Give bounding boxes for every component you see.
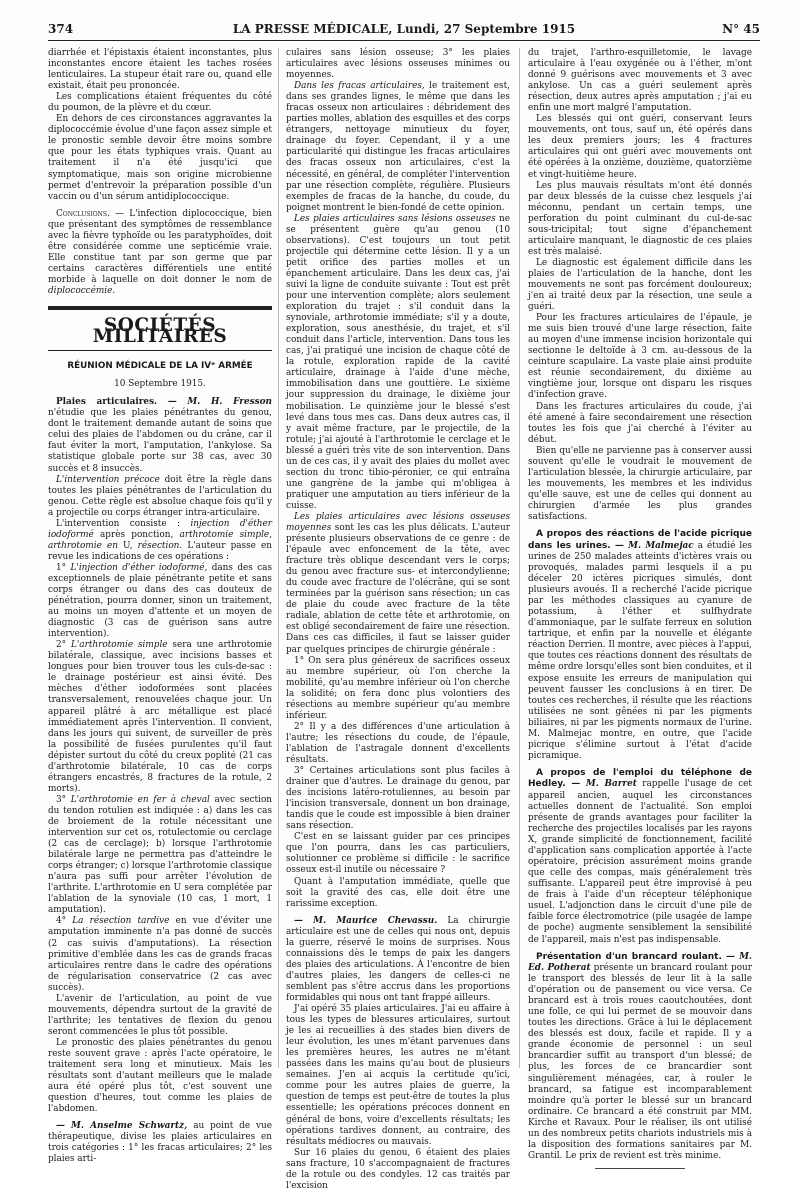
emphasis: L'injection d'éther iodoformé, — [70, 562, 208, 573]
report-heading: Présentation d'un brancard roulant. — [536, 951, 722, 962]
header-rule — [48, 40, 760, 41]
page-number: 374 — [48, 22, 74, 36]
paragraph: Pour les fractures articulaires de l'épaule, je me suis bien trouvé d'une large résection, faite au moyen d'une immense incision horizontale qui sectionne le deltoïde à 3 cm. au-dessous de la ceinture scapulaire. La vaste plaie ainsi produite est réunie secondairement, du dixième au vingtième jour, lorsque ont disparu les risques d'infection grave. — [528, 313, 752, 401]
list-number: 2° — [56, 640, 71, 651]
paragraph — [286, 512, 510, 656]
issue-number: N° 45 — [722, 22, 760, 36]
column-separator — [519, 48, 520, 1068]
paragraph-text: dans des cas exceptionnels de plaie pénétrante petite et sans corps étranger ou dans des cas douteux de pénétration, pourra donner, sinon un traitement, au moins un moyen d'attente et un moyen de diagnostic (3 cas de guérison sans autre intervention). — [48, 562, 273, 640]
author-name: — M. Malmejac — [610, 540, 694, 551]
author-name: — M. Ed. Potherat — [528, 951, 753, 974]
list-number: 3° — [56, 794, 71, 805]
paragraph-text: rappelle l'usage de cet appareil ancien, auquel les circonstances actuelles donnent de l'actualité. Son emploi présente de grands avantages pour faciliter la recherche des projectiles localisés par les rayons X, grande simplicité de fonctionnement, facilité d'application sans complication apportée à l'acte opératoire, précision assurément moins grande que celle des compas, mais généralement très suffisante. L'appareil peut être improvisé à peu de frais à l'aide d'un récepteur téléphonique usuel. L'adjonction dans le circuit d'une pile de faible force électromotrice (pile usagée de lampe de poche) augmente sensiblement la sensibilité de l'appareil, mais n'est pas indispensable. — [528, 779, 752, 945]
section-rule-thick — [48, 306, 272, 310]
paragraph-text: en vue d'éviter une amputation imminente n'a pas donné de succès (2 cas suivis d'amputations). La résection primitive d'emblée dans les cas de grands fracas articulaires rentre dans le cadre des opérations de régularisation conservatrice (2 cas avec succès). — [48, 916, 273, 993]
paragraph: En dehors de ces circonstances aggravantes la diplococcémie évolue d'une façon assez simple et le pronostic semble devoir être moins sombre que pour les états typhiques vrais. Quant au traitement il n'a été jusqu'ici que symptomatique, mais son origine microbienne permet d'entrevoir la préparation possible d'un vaccin ou d'un sérum antidiplococcique. — [48, 114, 272, 202]
meeting-date: 10 Septembre 1915. — [114, 379, 206, 390]
paragraph: C'est en se laissant guider par ces principes que l'on pourra, dans les cas particuliers, solutionner ce problème si difficile : le sacrifice osseux est-il inutile ou nécessaire ? — [286, 832, 510, 876]
report-stretcher — [528, 952, 752, 1162]
emphasis: injection d'éther iodoformé — [48, 518, 272, 540]
section-banner — [48, 306, 272, 351]
paragraph: Bien qu'elle ne parvienne pas à conserver aussi souvent qu'elle le voudrait le mouvement de l'articulation blessée, la chirurgie articulaire, par les mouvements, les membres et les individus qu'elle sauve, est une de celles qui donnent au chirurgien d'armée les plus grandes satisfactions. — [528, 445, 752, 522]
paragraph-text: sont les cas les plus délicats. L'auteur présente plusieurs observations de ce genre : de l'épaule avec enfoncement de la tête, avec fracture très oblique descendant vers le corps; du genou avec fracture sus- et intercondylienne; du coude avec fracture de l'olécrâne, qui se sont terminées par la guérison sans résection; un cas de plaie du coude avec fracture de la tête radiale, ablation de cette tête et arthrotomie, on est obligé secondairement de faire une résection. Dans ces cas difficiles, il faut se laisser guider par quelques principes de chirurgie générale : — [286, 523, 510, 655]
paragraph-text: ne se présentent guère qu'au genou (10 observations). C'est toujours un tout petit projectile qui détermine cette lésion. Il y a un petit orifice des parties molles et un épanchement articulaire. Dans les deux cas, j'ai suivi la ligne de conduite suivante : Tout est prêt pour une intervention complète; alors seulement exploration du trajet : s'il conduit dans la synoviale, arthrotomie immédiate; s'il y a doute, exploration, sous anesthésie, du trajet, et s'il conduit dans l'article, intervention. Dans tous les cas, j'ai pratiqué une incision de chaque côté de la rotule, exploration rapide de la cavité articulaire, drainage à l'aide d'une mèche, immobilisation dans une gouttière. Le sixième jour suppression du drainage, le dixième jour mobilisation. Le quinzième jour le blessé s'est levé dans tous mes cas. Dans deux autres cas, il y avait même fracture, par le projectile, de la rotule; j'ai ajouté à l'arthrotomie le cerclage et le blessé a guéri très vite de son intervention. Dans un de ces cas, il y avait des plaies du mollet avec section du tronc tibio-péronier, ce qui entraîna une gangrène de la jambe qui m'obligea à pratiquer une amputation au tiers inférieur de la cuisse. — [286, 213, 510, 511]
conclusions-term: diplococcémie — [48, 285, 113, 296]
paragraph — [286, 916, 510, 1004]
paragraph-text: après ponction, — [93, 529, 180, 540]
conclusions-paragraph — [48, 209, 272, 297]
report-heading: A propos de l'emploi du téléphone de Hedley. — [528, 767, 752, 790]
paragraph-text: L'auteur passe en revue les indications de ces opérations : — [48, 540, 272, 562]
paragraph — [48, 916, 272, 993]
paragraph-text: le traitement est, dans ses grandes lignes, le même que dans les fracas osseux non articulaires : débridement des parties molles, ablation des esquilles et des corps étrangers, nettoyage minutieux du foyer, drainage du foyer. Cependant, il y a une particularité qui distingue les fracas articulaires des fracas osseux non articulaires, c'est la nécessité, en général, de compléter l'intervention par une résection complète, régulière. Plusieurs exemples de fracas de la hanche, du coude, du poignet montrent le bien-fondé de cette opinion. — [286, 81, 510, 213]
paragraph-text: U, — [117, 540, 138, 551]
journal-title: LA PRESSE MÉDICALE, Lundi, 27 Septembre 1915 — [232, 22, 576, 36]
paragraph: Le diagnostic est également difficile dans les plaies de l'articulation de la hanche, dont les mouvements ne sont pas forcément douloureux; j'en ai traité deux par la résection, une seule a guéri. — [528, 257, 752, 313]
paragraph-text: au point de vue thérapeutique, divise les plaies articulaires en trois catégories : 1° les fracas articulaires; 2° les plaies arti- — [48, 1121, 272, 1165]
paragraph: du trajet, l'arthro-esquilletomie, le lavage articulaire à l'eau oxygénée ou à l'éther, m'ont donné 9 guérisons avec mouvements et 3 avec ankylose. Un cas a guéri seulement après résection, deux autres après amputation ; j'ai eu enfin une mort malgré l'amputation. — [528, 48, 752, 114]
paragraph: Les complications étaient fréquentes du côté du poumon, de la plèvre et du cœur. — [48, 92, 272, 114]
emphasis: résection. — [137, 540, 183, 551]
paragraph-text: La chirurgie articulaire est une de celles qui nous ont, depuis la guerre, réservé le moins de surprises. Nous connaissions dès le temps de paix les dangers des plaies des articulations. À l'encontre de bien d'autres plaies, les dangers de celles-ci ne semblent pas s'être accrus dans les proportions formidables qui nous ont tant frappé ailleurs. — [286, 915, 511, 1003]
emphasis: L'arthrotomie simple — [70, 640, 168, 651]
paragraph: 3° Certaines articulations sont plus faciles à drainer que d'autres. Le drainage du genou, par des incisions latéro-rotuliennes, au besoin par l'incision transversale, donnent un bon drainage, tandis que le coude est impossible à bien drainer sans résection. — [286, 766, 510, 832]
emphasis: arthrotomie simple, arthrotomie en — [48, 529, 273, 551]
section-title: SOCIÉTÉS MILITAIRES — [92, 315, 228, 348]
emphasis: L'intervention précoce — [56, 474, 160, 485]
paragraph-text: avec section du tendon rotulien est indiquée : a) dans les cas de broiement de la rotule nécessitant une intervention sur cet os, rotulectomie ou cerclage (2 cas de cerclage); b) lorsque l'arthrotomie bilatérale large ne permettra pas d'atteindre le corps étranger; c) lorsque l'arthrotomie classique n'aura pas suffi pour arrêter l'évolution de l'arthrite. L'arthrotomie en U sera complétée par l'ablation de la synoviale (10 cas, 1 mort, 1 amputation). — [48, 794, 273, 916]
conclusions-text: — L'infection diplococcique, bien que présentant des symptômes de ressemblance avec la fièvre typhoïde ou les paratyphoïdes, doit être considérée comme une septicémie vraie. Elle constitue tant par son germe que par certains caractères différentiels une entité morbide à laquelle on doit donner le nom de — [48, 208, 272, 285]
paragraph — [48, 1121, 272, 1165]
report-picric-acid — [528, 529, 752, 762]
column-middle — [286, 48, 510, 1192]
emphasis: L'arthrotomie en fer à cheval — [70, 794, 210, 805]
paragraph — [48, 475, 272, 519]
emphasis: Les plaies articulaires avec lésions osseuses moyennes — [286, 511, 510, 534]
conclusions-label: Conclusions. — [56, 208, 110, 219]
report-telephone — [528, 768, 752, 946]
emphasis: Les plaies articulaires sans lésions osseuses — [294, 213, 496, 224]
paragraph: diarrhée et l'épistaxis étaient inconstantes, plus inconstantes encore étaient les taches rosées lenticulaires. La stupeur était rare ou, quand elle existait, était peu prononcée. — [48, 48, 272, 92]
column-left — [48, 48, 272, 1165]
report-heading: A propos des réactions de l'acide picrique dans les urines. — [528, 529, 752, 551]
paragraph — [48, 519, 272, 563]
paragraph-text: n'étudie que les plaies pénétrantes du genou, dont le traitement demande autant de soins que celui des plaies de l'abdomen ou du crâne, car il faut éviter la mort, l'amputation, l'ankylose. Sa statistique globale porte sur 38 cas, avec 30 succès et 8 insuccès. — [48, 408, 272, 474]
author-name: — M. Maurice Chevassu. — [294, 915, 438, 926]
column-separator — [278, 48, 279, 1068]
paragraph — [48, 563, 272, 640]
list-number: 4° — [56, 916, 73, 927]
paragraph-text: L'intervention consiste : — [56, 518, 191, 529]
paragraph: J'ai opéré 35 plaies articulaires. J'ai eu affaire à tous les types de blessures articulaires, surtout je les ai recueillies à des stades bien divers de leur évolution, les unes m'étant parvenues dans les premières heures, les autres ne m'étant passées dans les mains qu'au bout de plusieurs semaines. J'en ai acquis la certitude qu'ici, comme pour les autres plaies de guerre, la question de temps est peut-être de toutes la plus essentielle; les opérations précoces donnent en général de bons, voire d'excellents résultats; les opérations tardives donnent, au contraire, des résultats médiocres ou mauvais. — [286, 1004, 510, 1147]
paragraph — [48, 640, 272, 795]
paragraph: 2° Il y a des différences d'une articulation à l'autre; les résections du coude, de l'épaule, l'ablation de l'astragale donnent d'excellents résultats. — [286, 721, 510, 765]
paragraph: Les plus mauvais résultats m'ont été donnés par deux blessés de la cuisse chez lesquels j'ai méconnu, pendant un certain temps, une perforation du point culminant du cul-de-sac sous-tricipital; tout signe d'épanchement articulaire manquant, le diagnostic de ces plaies est très malaisé. — [528, 180, 752, 257]
paragraph-text: doit être la règle dans toutes les plaies pénétrantes de l'articulation du genou. Cette règle est absolue chaque fois qu'il y a projectile ou corps étranger intra-articulaire. — [48, 474, 272, 518]
author-name: — M. Anselme Schwartz, — [56, 1121, 188, 1132]
paragraph-text: a étudié les urines de 250 malades atteints d'ictères vrais ou provoqués, malades parmi lesquels il a pu déceler 20 ictères picriques simulés, dont plusieurs avoués. Il a recherché l'acide picrique par les méthodes classiques au cyanure de potassium, à l'éther et sulfhydrate d'ammoniaque, par le sulfate ferreux en solution tartrique, et enfin par la nouvelle et élégante réaction Derrien. Il montre, avec pièces à l'appui, que toutes ces réactions donnent des résultats de même ordre lorsqu'elles sont bien conduites, et il expose ensuite les erreurs de manipulation qui peuvent fausser les conclusions à en tirer. De toutes ces recherches, il résulte que les réactions utilisées ne sont gênées ni par les pigments biliaires, ni par les pigments normaux de l'urine. M. Malmejac montre, en outre, que l'acide picrique s'élimine surtout à l'état d'acide picramique. — [528, 540, 752, 761]
column-right — [528, 48, 752, 1169]
subject-title: Plaies articulaires. — [56, 397, 158, 408]
paragraph — [286, 214, 510, 512]
emphasis: Dans les fracas articulaires, — [294, 81, 425, 92]
paragraph — [48, 795, 272, 917]
paragraph-text: présente un brancard roulant pour le transport des blessés de leur lit à la salle d'opération ou de pansement ou vice versa. Ce brancard est à trois roues caoutchoutées, dont une folle, ce qui lui permet de se mouvoir dans toutes les directions. Grâce à lui le déplacement des blessés est doux, facile et rapide. Il y a grande économie de personnel : un seul brancardier suffit au transport d'un blessé; de plus, les forces de ce brancardier sont singulièrement ménagées, car, à rouler le brancard, sa fatigue est incomparablement moindre qu'à porter le blessé sur un brancard ordinaire. Ce brancard a été construit par MM. Kirche et Ravaux. Pour le réaliser, ils ont utilisé un des nombreux petits chariots industriels mis à la disposition des formations sanitaires par M. Grantil. Le prix de revient est très minime. — [528, 963, 752, 1161]
paragraph — [48, 397, 272, 474]
author-name: — M. Barret — [565, 779, 637, 790]
meeting-heading: RÉUNION MÉDICALE DE LA IVᵉ ARMÉE — [67, 361, 253, 372]
end-rule — [595, 1168, 685, 1169]
paragraph: L'avenir de l'articulation, au point de vue mouvements, dépendra surtout de la gravité de l'arthrite; les tentatives de flexion du genou seront commencées le plus tôt possible. — [48, 993, 272, 1037]
paragraph: Sur 16 plaies du genou, 6 étaient des plaies sans fracture, 10 s'accompagnaient de fractures de la rotule ou des condyles. 12 cas traités par l'excision — [286, 1147, 510, 1191]
section-rule-thin — [48, 350, 272, 351]
paragraph: Dans les fractures articulaires du coude, j'ai été amené à faire secondairement une résection toutes les fois que j'ai cherché à l'éviter au début. — [528, 401, 752, 445]
paragraph: culaires sans lésion osseuse; 3° les plaies articulaires avec lésions osseuses minimes ou moyennes. — [286, 48, 510, 81]
list-number: 1° — [56, 562, 71, 573]
running-header — [48, 20, 760, 40]
paragraph: Les blessés qui ont guéri, conservant leurs mouvements, ont tous, sauf un, été opérés dans les deux premiers jours; les 4 fractures articulaires qui ont guéri avec mouvements ont été opérées à la onzième, douzième, quatorzième et vingt-huitième heure. — [528, 114, 752, 180]
paragraph — [286, 81, 510, 214]
paragraph: 1° On sera plus généreux de sacrifices osseux au membre supérieur, où l'on cherche la mobilité, qu'au membre inférieur où l'on cherche la solidité; on fera donc plus volontiers des résections au membre supérieur qu'au membre inférieur. — [286, 655, 510, 721]
author-name: — M. H. Fresson — [157, 397, 272, 408]
paragraph-text: sera une arthrotomie bilatérale, classique, avec incisions basses et longues pour bien trouver tous les culs-de-sac : le drainage postérieur est ainsi évité. Des mèches d'éther iodoformées sont placées transversalement, renouvelées chaque jour. Un appareil plâtré à arc métallique est placé immédiatement après l'intervention. Il convient, dans les jours qui suivent, de surveiller de près la possibilité de fusées purulentes qu'il faut dépister surtout du côté du creux poplité (21 cas d'arthrotomie bilatérale, 10 cas de corps étrangers encastrés, 8 fractures de la rotule, 2 morts). — [48, 640, 272, 794]
paragraph: Quant à l'amputation immédiate, quelle que soit la gravité des cas, elle doit être une rarissime exception. — [286, 876, 510, 909]
conclusions-end: . — [112, 285, 116, 296]
emphasis: La résection tardive — [72, 916, 170, 927]
paragraph: Le pronostic des plaies pénétrantes du genou reste souvent grave : après l'acte opératoire, le traitement sera long et minutieux. Mais les résultats sont d'autant meilleurs que le malade aura été opéré plus tôt, c'est souvent une question d'heures, tout comme les plaies de l'abdomen. — [48, 1037, 272, 1115]
